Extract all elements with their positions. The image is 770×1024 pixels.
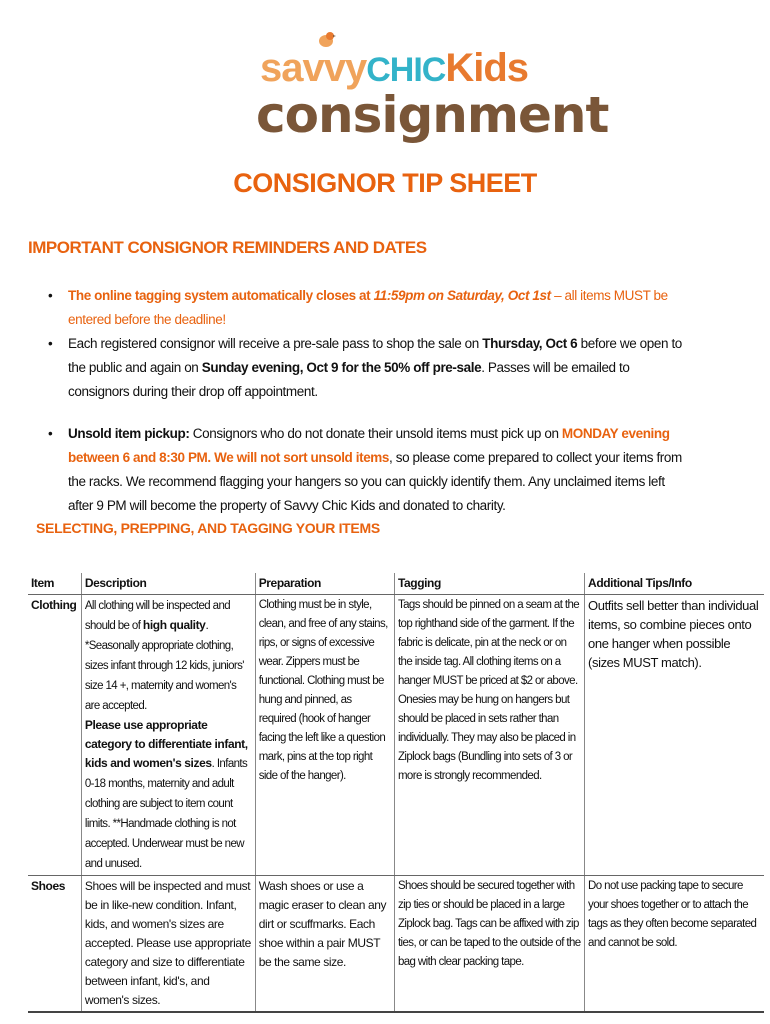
- table-row-shoes: [28, 876, 764, 1013]
- deadline-rest: – all items MUST be entered before the deadline!: [68, 288, 668, 327]
- clothing-tips: Outfits sell better than individual items, so combine pieces onto one hanger when possible (sizes MUST match).: [585, 595, 764, 876]
- reminders-heading: IMPORTANT CONSIGNOR REMINDERS AND DATES: [28, 238, 427, 257]
- logo-consignment: consignment: [256, 86, 609, 144]
- clothing-desc-b: .: [205, 618, 209, 632]
- tagging-heading: SELECTING, PREPPING, AND TAGGING YOUR ITEMS: [36, 520, 380, 536]
- presale-text-b: before we open to the public and again on: [68, 336, 682, 375]
- header-description: Description: [81, 573, 255, 595]
- pickup-text-a: Consignors who do not donate their unsold items must pick up on: [189, 426, 562, 441]
- reminder-presale-pass: [48, 332, 688, 404]
- shoes-description: Shoes will be inspected and must be in like-new condition. Infant, kids, and women's sizes are accepted. Please use appropriate category and size to differentiate between infant, kid's, and women's sizes.: [81, 876, 255, 1013]
- reminder-unsold-pickup: [48, 422, 688, 518]
- shoes-tagging: Shoes should be secured together with zip ties or should be placed in a large Ziplock bag. Tags can be affixed with zip ties, or can be taped to the outside of the bag with clear packing tape.: [394, 876, 584, 1013]
- reminder-tagging-deadline: [48, 284, 688, 332]
- presale-text-a: Each registered consignor will receive a pre-sale pass to shop the sale on: [68, 336, 483, 351]
- page-title: CONSIGNOR TIP SHEET: [233, 168, 537, 198]
- shoes-preparation: Wash shoes or use a magic eraser to clean any dirt or scuffmarks. Each shoe within a pair MUST be the same size.: [255, 876, 394, 1013]
- table-row-clothing: [28, 595, 764, 876]
- clothing-tagging: Tags should be pinned on a seam at the top righthand side of the garment. If the fabric is delicate, pin at the neck or on the inside tag. All clothing items on a hanger MUST be priced at $2 or above. Onesies may be hung on hangers but should be placed in sets rather than individually. They may also be placed in Ziplock bags (Bundling into sets of 3 or more is strongly recommended.: [394, 595, 584, 876]
- deadline-time: 11:59pm on Saturday, Oct 1st: [373, 288, 551, 303]
- clothing-description: [81, 595, 255, 876]
- items-table: [28, 573, 764, 1013]
- logo-kids: Kids: [445, 46, 529, 90]
- shoes-item: Shoes: [28, 876, 81, 1013]
- pickup-label: Unsold item pickup:: [68, 426, 190, 441]
- pickup-time: MONDAY evening between 6 and 8:30 PM. We will not sort unsold items: [68, 426, 670, 465]
- clothing-item: Clothing: [28, 595, 81, 876]
- clothing-desc-c: *Seasonally appropriate clothing, sizes infant through 12 kids, juniors' size 14 +, maternity and women's are accepted.: [84, 640, 244, 712]
- clothing-desc-quality: high quality: [142, 618, 206, 632]
- header-preparation: Preparation: [255, 573, 394, 595]
- bullet-icon: •: [48, 288, 53, 303]
- presale-date: Thursday, Oct 6: [482, 336, 578, 351]
- reminders-list: [48, 284, 688, 518]
- pickup-text-b: , so please come prepared to collect your items from the racks. We recommend flagging your hangers so you can quickly identify them. Any unclaimed items left after 9 PM will become the property of Savvy Chic Kids and donated to charity.: [68, 450, 682, 513]
- logo: [256, 28, 609, 148]
- logo-chic: CHIC: [366, 51, 446, 89]
- clothing-desc-category: Please use appropriate category to differentiate infant, kids and women's sizes: [84, 718, 248, 770]
- clothing-desc-d: . Infants 0-18 months, maternity and adult clothing are subject to item count limits. **Handmade clothing is not accepted. Underwear must be new and unused.: [84, 758, 248, 870]
- table-header-row: [28, 573, 764, 595]
- deadline-bold: The online tagging system automatically closes at: [68, 288, 371, 303]
- clothing-desc-a: All clothing will be inspected and should be of: [84, 600, 231, 632]
- header-tips: Additional Tips/Info: [585, 573, 764, 595]
- header-tagging: Tagging: [394, 573, 584, 595]
- shoes-tips: Do not use packing tape to secure your shoes together or to attach the tags as they often become separated and cannot be sold.: [585, 876, 764, 1013]
- presale-half-off: Sunday evening, Oct 9 for the 50% off pre-sale: [201, 360, 482, 375]
- bullet-icon: •: [48, 336, 53, 351]
- logo-top-line: [260, 46, 528, 91]
- bullet-icon: •: [48, 426, 53, 441]
- logo-savvy: savvy: [260, 46, 367, 90]
- presale-text-c: . Passes will be emailed to consignors during their drop off appointment.: [68, 360, 630, 399]
- header-item: Item: [28, 573, 81, 595]
- clothing-preparation: Clothing must be in style, clean, and free of any stains, rips, or signs of excessive wear. Zippers must be functional. Clothing must be hung and pinned, as required (hook of hanger facing the left like a question mark, pins at the top right side of the hanger).: [255, 595, 394, 876]
